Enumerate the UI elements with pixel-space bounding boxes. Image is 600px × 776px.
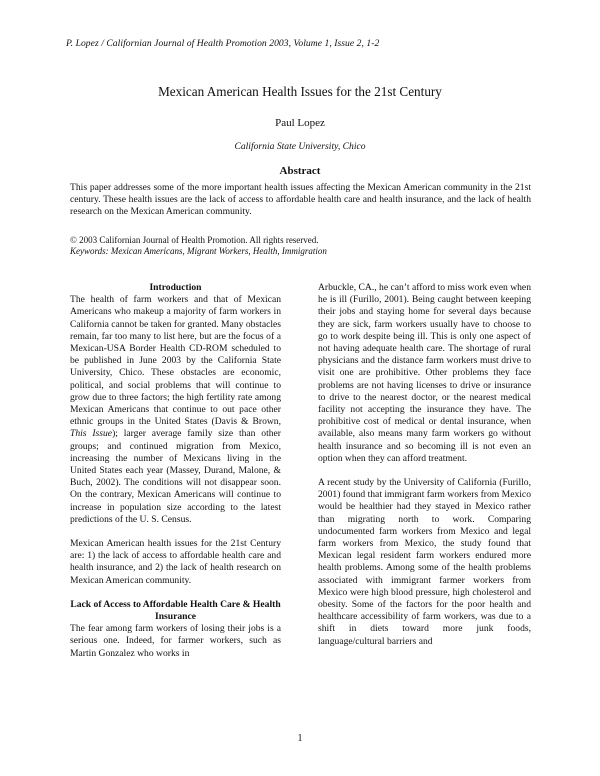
intro-paragraph-2: Mexican American health issues for the 21st Century are: 1) the lack of access to affordable health care and health insurance, and 2) the lack of health research on Mexican American community. (70, 538, 281, 586)
abstract-heading: Abstract (279, 165, 321, 177)
page-number: 1 (297, 733, 303, 744)
keywords: Keywords: Mexican Americans, Migrant Workers, Health, Immigration (70, 246, 327, 256)
paper-title: Mexican American Health Issues for the 21st Century (158, 84, 442, 99)
abstract-text: This paper addresses some of the more important health issues affecting the Mexican American community in the 21st century. These health issues are the lack of access to affordable health care and health insurance, and the lack of health research on the Mexican American community. (70, 182, 531, 218)
section-heading-access: Lack of Access to Affordable Health Care & Health Insurance (70, 598, 281, 623)
intro-paragraph-1-part-a: The health of farm workers and that of Mexican Americans who makeup a majority of farm workers in California cannot be taken for granted. Many obstacles remain, far too many to list here, but are the focus of a Mexican-USA Border Health CD-ROM scheduled to be published in June 2003 by the California State University, Chico. These obstacles are economic, political, and social problems that will continue to grow due to three factors; the high fertility rate among Mexican Americans that continue to out pace other ethnic groups in the United States (Davis & Brown, (70, 294, 281, 428)
copyright-notice: © 2003 Californian Journal of Health Promotion. All rights reserved. (70, 235, 319, 245)
author-name: Paul Lopez (275, 117, 325, 129)
introduction-heading: Introduction (149, 282, 202, 293)
right-paragraph-1: Arbuckle, CA., he can’t afford to miss work even when he is ill (Furillo, 2001). Being caught between keeping their jobs and staying home for several days because they are sick, farm workers usually have to choose to go to work despite being ill. This is only one aspect of not having adequate health care. The shortage of rural physicians and the distance farm workers must drive to visit one are prohibitive. Other problems they face problems are not having licenses to drive or insurance to drive to the nearest doctor, or the nearest medical facility not accepting the insurance they have. The prohibitive cost of medical or dental insurance, when available, also means many farm workers go without health insurance and so becoming ill is not even an option when they can afford treatment. (318, 282, 531, 464)
intro-paragraph-1 (70, 294, 281, 526)
running-head: P. Lopez / Californian Journal of Health Promotion 2003, Volume 1, Issue 2, 1-2 (66, 38, 380, 49)
author-affiliation: California State University, Chico (234, 141, 366, 152)
left-column (70, 282, 281, 672)
intro-paragraph-1-part-b: ); larger average family size than other groups; and continued migration from Mexico, increasing the number of Mexicans living in the United States each year (Massey, Durand, Malone, & Buch, 2002). The conditions will not disappear soon. On the contrary, Mexican Americans will continue to increase in population size according to the latest predictions of the U. S. Census. (70, 428, 281, 525)
intro-paragraph-1-italic: This Issue (70, 428, 113, 440)
right-paragraph-2: A recent study by the University of California (Furillo, 2001) found that immigrant farm workers from Mexico would be healthier had they stayed in Mexico rather than migrating north to work. Comparing undocumented farm workers from Mexico and legal farm workers from Mexico, the study found that Mexican legal resident farm workers endured more health problems. Among some of the health problems associated with immigrant farmer workers from Mexico were high blood pressure, high cholesterol and obesity. Some of the factors for the poor health and healthcare accessibility of farm workers, was due to a shift in diets toward more junk foods, language/cultural barriers and (318, 477, 531, 647)
right-column (318, 282, 531, 660)
access-paragraph-1: The fear among farm workers of losing their jobs is a serious one. Indeed, for farmer workers, such as Martin Gonzalez who works in (70, 623, 281, 659)
